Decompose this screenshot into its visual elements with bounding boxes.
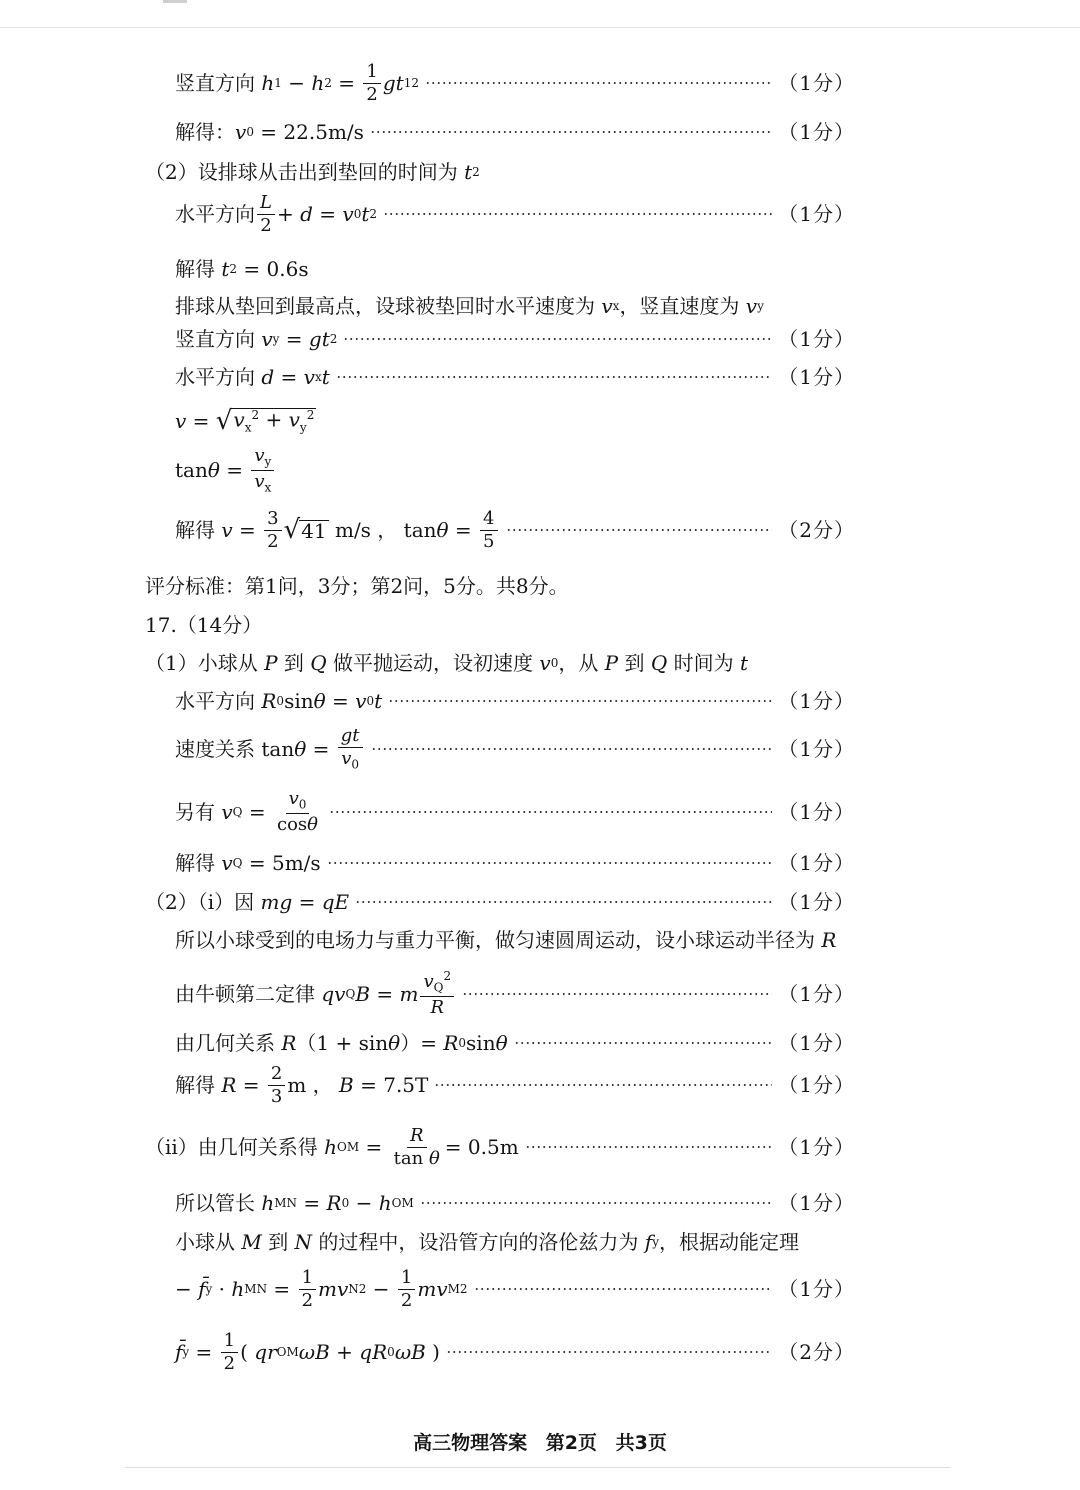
leader-dots — [474, 1288, 773, 1290]
answer-line — [175, 122, 855, 142]
leader-dots — [506, 529, 773, 531]
answer-line — [175, 930, 885, 950]
score: （1分） — [778, 1073, 855, 1098]
score: （1分） — [778, 365, 855, 389]
line-formula: f̄ y = $\frac{1}{2}$ ( qr OM ωB + qR 0 ωB ) — [175, 1330, 440, 1374]
score: （2分） — [778, 1340, 855, 1365]
line-formula: 解得 t 2 = 0.6s — [175, 257, 309, 281]
leader-dots — [434, 1084, 772, 1086]
leader-dots — [383, 213, 772, 215]
line-formula: 竖直方向 h 1 − h 2 = $\frac{1}{2}$ gt 1 2 — [175, 61, 419, 105]
line-text: 评分标准：第1问，3分；第2问，5分。共8分。 — [145, 574, 569, 598]
page-footer — [0, 1428, 1080, 1455]
leader-dots — [355, 901, 772, 903]
line-formula: tan θ = $\frac{v_y}{v_x}$ — [175, 446, 276, 495]
answer-line — [175, 193, 855, 236]
leader-dots — [329, 811, 772, 813]
score: （2分） — [778, 518, 855, 543]
answer-line — [175, 691, 855, 711]
score: （1分） — [778, 1191, 855, 1215]
answer-line — [175, 1033, 855, 1053]
leader-dots — [336, 376, 772, 378]
answer-line — [175, 970, 855, 1018]
answer-line — [145, 1126, 855, 1169]
scoring-standard — [145, 576, 825, 596]
line-text: 所以小球受到的电场力与重力平衡，做匀速圆周运动，设小球运动半径为 R — [175, 928, 837, 952]
score: （1分） — [778, 71, 855, 96]
leader-dots — [425, 82, 772, 84]
score: （1分） — [778, 689, 855, 713]
line-text: （2）设排球从击出到垫回的时间为 t 2 — [145, 160, 480, 184]
answer-line — [175, 853, 855, 873]
leader-dots — [462, 993, 772, 995]
answer-line — [175, 1331, 855, 1374]
score: （1分） — [778, 851, 855, 875]
line-formula: 水平方向 d = v x t — [175, 365, 330, 389]
line-formula: （ii）由几何关系得 h OM = $\frac{R}{\text{tan θ}}$ = 0.5m — [145, 1125, 519, 1169]
footer-page-number: 第2页 — [545, 1432, 597, 1454]
line-formula: （2）（i）因 mg = qE — [145, 890, 350, 914]
score: （1分） — [778, 1031, 855, 1055]
question-heading — [145, 615, 825, 635]
footer-total-pages: 共3页 — [615, 1432, 667, 1454]
line-formula: − f̄ y · h MN = $\frac{1}{2}$ mv N 2 − $\frac{1}{2}$ mv M 2 — [175, 1267, 468, 1311]
answer-line — [175, 1193, 855, 1213]
score: （1分） — [778, 736, 855, 761]
answer-line — [175, 296, 885, 316]
answer-line — [175, 367, 855, 387]
answer-line — [175, 1268, 855, 1311]
line-formula: 水平方向 $\frac{L}{2}$ + d = v 0 t 2 — [175, 192, 378, 236]
score: （1分） — [778, 202, 855, 227]
answer-line — [175, 1064, 855, 1107]
answer-line — [175, 329, 855, 349]
line-formula: 竖直方向 v y = gt 2 — [175, 327, 338, 351]
line-formula: 由几何关系 R （1 + sin θ ）= R 0 sin θ — [175, 1031, 508, 1055]
leader-dots — [525, 1146, 773, 1148]
leader-dots — [343, 338, 772, 340]
line-formula: 另有 v Q = $\frac{v_0}{\cos\theta}$ — [175, 788, 318, 835]
answer-line — [145, 162, 825, 182]
answer-line — [175, 259, 855, 279]
line-formula: 解得 v Q = 5m/s — [175, 851, 321, 875]
line-text: 17.（14分） — [145, 613, 263, 637]
answer-line — [175, 1232, 885, 1252]
answer-line — [175, 789, 855, 835]
leader-dots — [370, 131, 772, 133]
score: （1分） — [778, 890, 855, 914]
answer-line — [145, 892, 855, 912]
line-formula: 所以管长 h MN = R 0 − h OM — [175, 1191, 414, 1215]
line-text: 小球从 M 到 N 的过程中，设沿管方向的洛伦兹力为 f y ，根据动能定理 — [175, 1230, 799, 1254]
top-divider — [0, 27, 1080, 28]
answer-line — [175, 408, 855, 434]
score: （1分） — [778, 327, 855, 351]
bottom-divider — [125, 1467, 950, 1468]
line-formula: 解得 R = $\frac{2}{3}$ m ， B = 7.5T — [175, 1063, 429, 1107]
leader-dots — [514, 1042, 773, 1044]
score: （1分） — [778, 120, 855, 144]
answer-line — [175, 726, 855, 772]
leader-dots — [327, 862, 773, 864]
answer-line — [175, 446, 855, 495]
line-formula: 由牛顿第二定律 qv Q B = m $\frac{v_Q^2}{R}$ — [175, 970, 456, 1018]
line-formula: 解得： v 0 = 22.5m/s — [175, 120, 364, 144]
line-formula: 水平方向 R 0 sin θ = v 0 t — [175, 689, 383, 713]
top-mark — [163, 0, 187, 3]
leader-dots — [446, 1351, 772, 1353]
score: （1分） — [778, 1135, 855, 1160]
line-formula: v = √ $v_x^2 + v_y^2$ — [175, 406, 315, 436]
footer-title: 高三物理答案 — [413, 1432, 528, 1454]
leader-dots — [420, 1202, 773, 1204]
score: （1分） — [778, 981, 855, 1006]
score: （1分） — [778, 799, 855, 824]
score: （1分） — [778, 1277, 855, 1302]
line-formula: 解得 v = $\frac{3}{2}$ √ 41 m/s ， tan θ = $\frac{4}{5}$ — [175, 509, 500, 552]
answer-line — [145, 653, 855, 673]
leader-dots — [388, 700, 772, 702]
answer-line — [175, 509, 855, 552]
line-text: 排球从垫回到最高点，设球被垫回时水平速度为 v x ，竖直速度为 v y — [175, 294, 764, 318]
line-formula: 速度关系 tan θ = $\frac{gt}{v_0}$ — [175, 726, 365, 772]
line-text: （1）小球从 P 到 Q 做平抛运动，设初速度 v 0 ，从 P 到 Q 时间为 t — [145, 651, 749, 675]
answer-line — [175, 62, 855, 105]
leader-dots — [371, 748, 773, 750]
